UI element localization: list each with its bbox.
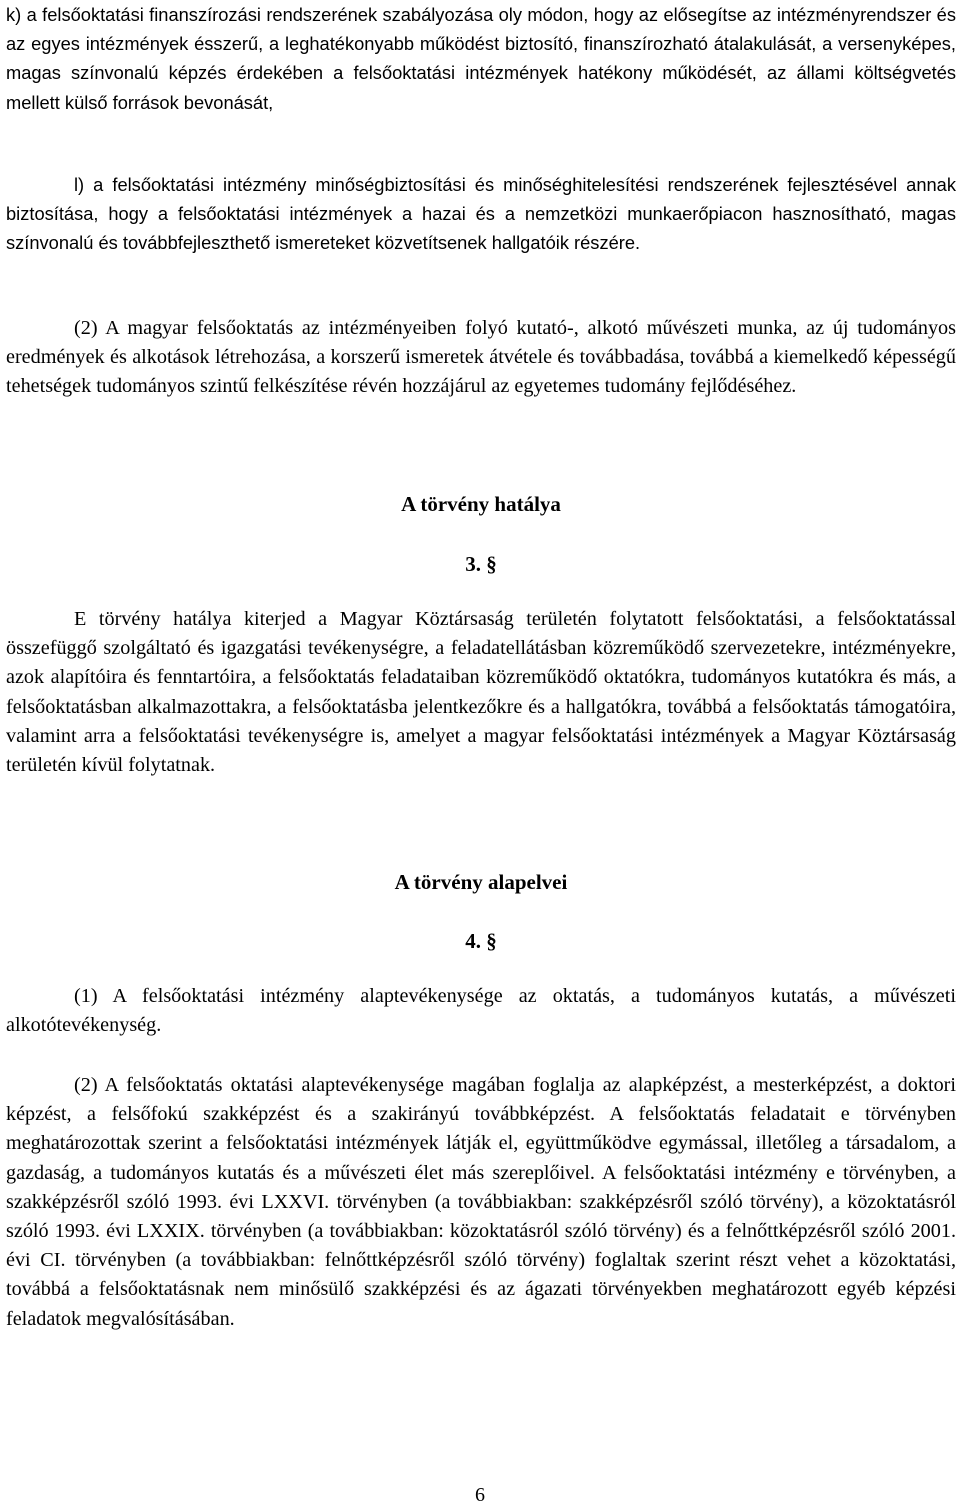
section-number-3: 3. §	[465, 552, 497, 576]
paragraph-4-1: (1) A felsőoktatási intézmény alaptevékenysége az oktatás, a tudományos kutatás, a művészeti alkotótevékenység.	[6, 985, 956, 1037]
heading-torveny-hatalya: A törvény hatálya	[401, 492, 561, 516]
section-number-4: 4. §	[465, 929, 497, 953]
paragraph-section-3: E törvény hatálya kiterjed a Magyar Köztársaság területén folytatott felsőoktatási, a felsőoktatással összefüggő szolgáltató és igazgatási tevékenységre, a feladatellátásban közreműködő szervezetekre, intézményekre, azok alapítóira és fenntartóira, a felsőoktatás feladataiban közreműködő oktatókra, tudományos kutatókra és más, a felsőoktatásban alkalmazottakra, a felsőoktatásba jelentkezőkre és a hallgatókra, továbbá a felsőoktatás támogatóira, valamint arra a felsőoktatási tevékenységre is, amelyet a magyar felsőoktatási intézmények a Magyar Köztársaság területén kívül folytatnak.	[6, 608, 956, 777]
paragraph-4-2: (2) A felsőoktatás oktatási alaptevékenysége magában foglalja az alapképzést, a mesterképzést, a doktori képzést, a felsőfokú szakképzést és a szakirányú továbbképzést. A felsőoktatás feladatait e törvényben meghatározottak szerint a felsőoktatási intézmények látják el, együttműködve egymással, illetőleg a társadalom, a gazdaság, a tudományos kutatás és a művészeti élet más szereplőivel. A felsőoktatási intézmény e törvényben, a szakképzésről szóló 1993. évi LXXVI. törvényben (a továbbiakban: szakképzésről szóló törvény), a közoktatásról szóló 1993. évi LXXIX. törvényben (a továbbiakban: közoktatásról szóló törvény) és a felnőttképzésről szóló 2001. évi CI. törvényben (a továbbiakban: felnőttképzésről szóló törvény) foglaltak szerint részt vehet a közoktatási, továbbá a felsőoktatásnak nem minősülő szakképzési és az ágazati törvényekben meghatározott egyéb képzési feladatok megvalósításában.	[6, 1074, 956, 1330]
paragraph-2-2: (2) A magyar felsőoktatás az intézményeiben folyó kutató-, alkotó művészeti munka, az új tudományos eredmények és alkotások létrehozása, a korszerű ismeretek átvétele és továbbadása, továbbá a kiemelkedő képességű tehetségek tudományos szintű felkészítése révén hozzájárul az egyetemes tudomány fejlődéséhez.	[6, 317, 956, 398]
paragraph-k: k) a felsőoktatási finanszírozási rendszerének szabályozása oly módon, hogy az elősegítse az intézményrendszer és az egyes intézmények ésszerű, a leghatékonyabb működést biztosító, finanszírozható átalakulását, a versenyképes, magas színvonalú képzés érdekében a felsőoktatási intézmények hatékony működését, az állami költségvetés mellett külső források bevonását,	[6, 4, 956, 113]
page-number: 6	[475, 1484, 485, 1506]
heading-torveny-alapelvei: A törvény alapelvei	[394, 870, 568, 894]
paragraph-l: l) a felsőoktatási intézmény minőségbiztosítási és minőséghitelesítési rendszerének fejlesztésével annak biztosítása, hogy a felsőoktatási intézmények a hazai és a nemzetközi munkaerőpiacon hasznosítható, magas színvonalú és továbbfejleszthető ismereteket közvetítsenek hallgatóik részére.	[6, 174, 956, 254]
